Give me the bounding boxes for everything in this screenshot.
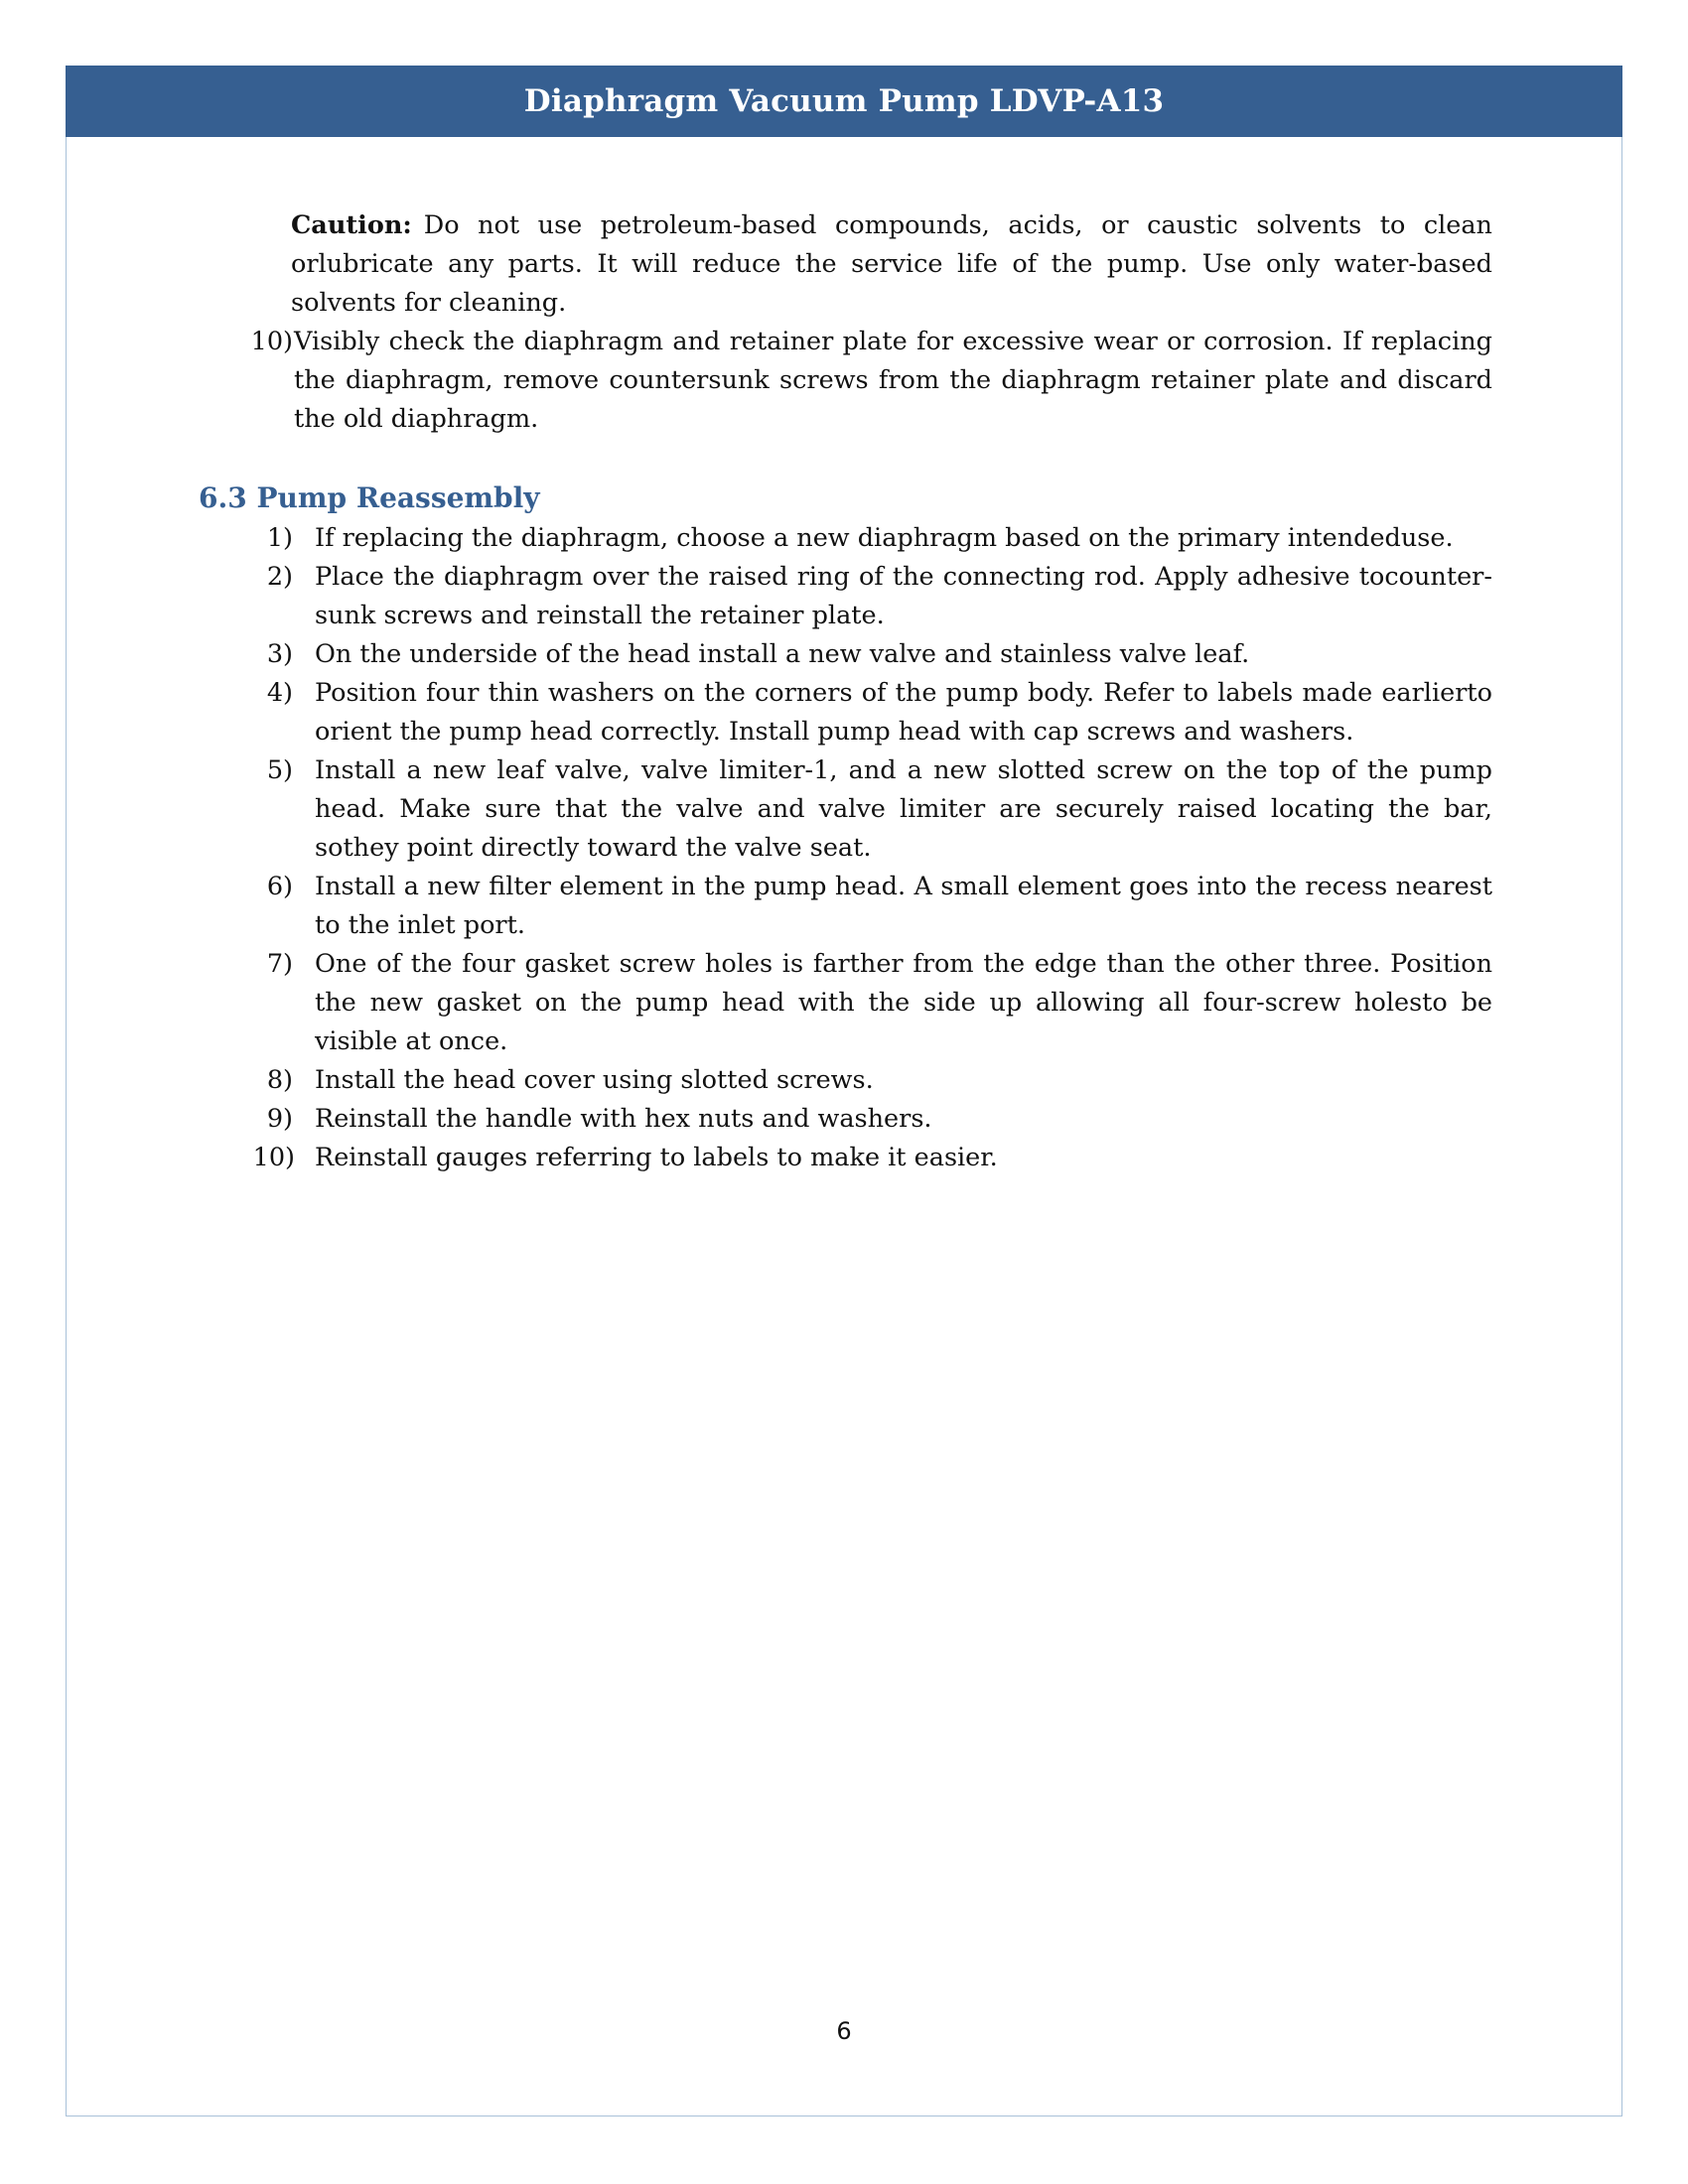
list-item [260,519,1492,558]
document-title: Diaphragm Vacuum Pump LDVP-A13 [523,83,1165,119]
caution-text: Do not use petroleum-based compounds, acids, or caustic solvents to clean orlubricate any parts. It will reduce the service life of the pump. Use only water-based solvents for cleaning. [291,210,1492,318]
list-item [260,945,1492,1061]
step-number: 5) [266,755,293,785]
list-item [260,674,1492,751]
list-item [260,635,1492,674]
caution-note [291,206,1492,323]
step-text: Visibly check the diaphragm and retainer plate for excessive wear or corrosion. If replacing the diaphragm, remove countersunk screws from the diaphragm retainer plate and discard the old diaphragm. [294,327,1492,434]
list-item [260,751,1492,868]
list-item [260,1061,1492,1100]
list-item [260,868,1492,945]
step-text: Position four thin washers on the corners of the pump body. Refer to labels made earlierto orient the pump head correctly. Install pump head with cap screws and washers. [315,678,1492,747]
list-item [260,558,1492,635]
step-text: Reinstall gauges referring to labels to make it easier. [315,1143,998,1172]
section-heading: 6.3 Pump Reassembly [199,481,540,514]
step-number: 8) [266,1065,293,1095]
step-text: Install a new leaf valve, valve limiter-1, and a new slotted screw on the top of the pump head. Make sure that the valve and valve limiter are securely raised locating the bar, sothey point directly toward the valve seat. [315,755,1492,863]
document-header [66,66,1622,137]
step-text: Reinstall the handle with hex nuts and washers. [315,1104,932,1134]
step-text: On the underside of the head install a new valve and stainless valve leaf. [315,639,1250,669]
page-number: 6 [836,2017,852,2045]
list-item [243,323,1492,439]
step-number: 9) [266,1104,293,1134]
step-number: 10) [252,1143,295,1172]
step-number: 1) [266,523,293,553]
reassembly-steps-list [252,519,1492,1177]
step-number: 7) [266,949,293,979]
caution-label: Caution: [291,210,412,240]
step-number: 3) [266,639,293,669]
step-text: Install the head cover using slotted screws. [315,1065,874,1095]
step-text: Place the diaphragm over the raised ring of the connecting rod. Apply adhesive tocounter-sunk screws and reinstall the retainer plate. [315,562,1492,630]
step-number: 4) [266,678,293,708]
step-text: Install a new filter element in the pump head. A small element goes into the recess nearest to the inlet port. [315,872,1492,940]
previous-steps-list [243,323,1492,439]
step-text: If replacing the diaphragm, choose a new diaphragm based on the primary intendeduse. [315,523,1454,553]
step-number: 6) [266,872,293,901]
list-item [260,1100,1492,1139]
step-number: 10) [250,327,293,356]
list-item [252,1139,1492,1177]
step-number: 2) [266,562,293,592]
step-text: One of the four gasket screw holes is farther from the edge than the other three. Position the new gasket on the pump head with the side up allowing all four-screw holesto be visible at once. [315,949,1492,1056]
